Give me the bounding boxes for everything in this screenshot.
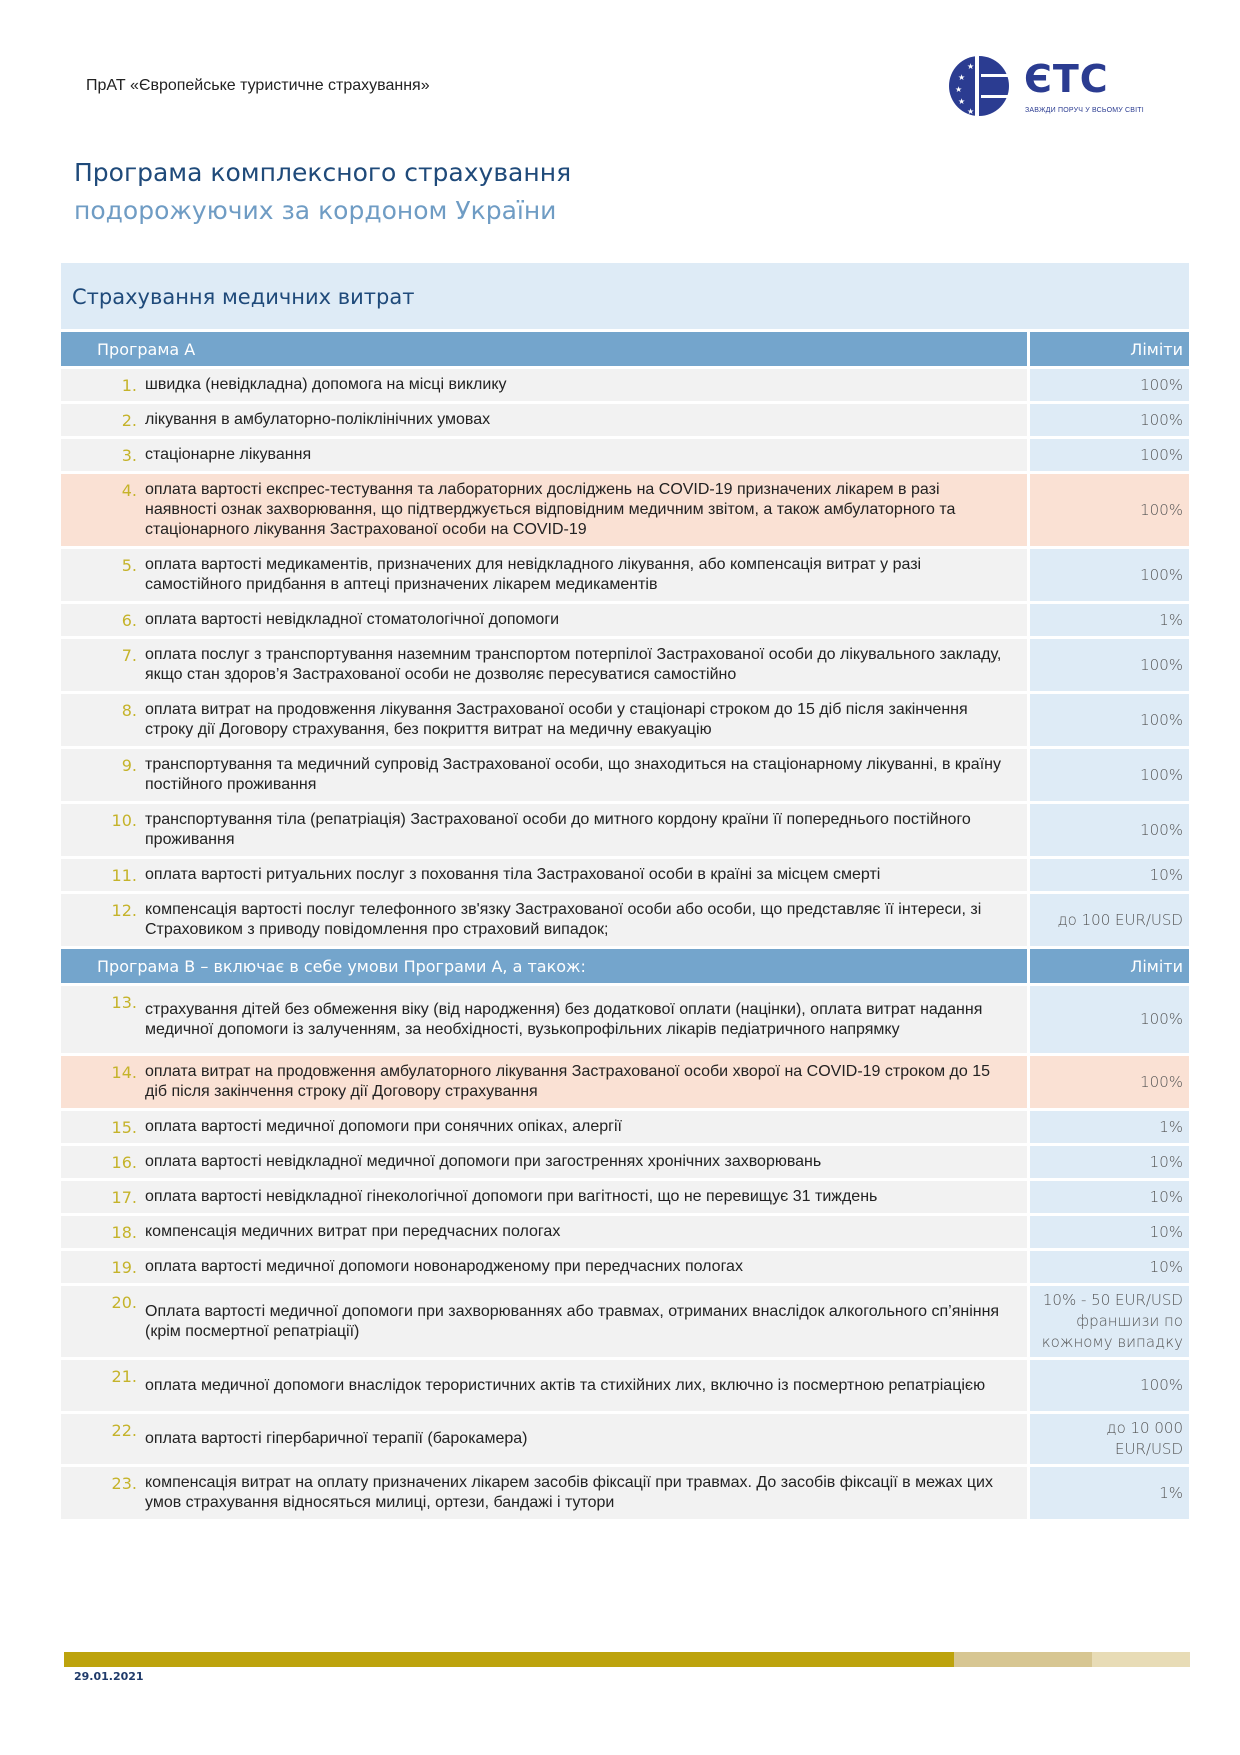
item-text: оплата витрат на продовження лікування Застрахованої особи у стаціонарі строком до 15 діб після закінчення строку дії Договору страхування, без покриття витрат на медичну евакуацію bbox=[145, 701, 968, 738]
table-row bbox=[61, 804, 1189, 859]
item-text: оплата вартості гіпербаричної терапії (барокамера) bbox=[145, 1430, 528, 1447]
footer-bar-mid bbox=[954, 1652, 1092, 1667]
table-row bbox=[61, 1216, 1189, 1251]
item-cell bbox=[61, 894, 1027, 946]
item-cell bbox=[61, 1414, 1027, 1464]
svg-text:★: ★ bbox=[958, 97, 966, 106]
table-row bbox=[61, 474, 1189, 549]
table-row bbox=[61, 639, 1189, 694]
item-text: оплата вартості медикаментів, призначених для невідкладного лікування, або компенсація витрат у разі самостійного придбання в аптеці призначених лікарем медикаментів bbox=[145, 556, 922, 593]
item-text: стаціонарне лікування bbox=[145, 446, 312, 463]
item-limit: 100% bbox=[1030, 694, 1189, 746]
program-a-header bbox=[61, 332, 1189, 369]
item-limit: 100% bbox=[1030, 369, 1189, 401]
limits-header: Ліміти bbox=[1030, 949, 1189, 983]
table-row bbox=[61, 404, 1189, 439]
table-row bbox=[61, 1414, 1189, 1467]
item-number: 1. bbox=[121, 376, 137, 395]
item-limit: 10% - 50 EUR/USD франшизи по кожному випадку bbox=[1030, 1286, 1189, 1357]
footer-date: 29.01.2021 bbox=[74, 1670, 144, 1683]
item-text: оплата вартості медичної допомоги новонародженому при передчасних пологах bbox=[145, 1258, 743, 1275]
item-cell bbox=[61, 549, 1027, 601]
footer-bar-main bbox=[64, 1652, 954, 1667]
item-number: 19. bbox=[111, 1258, 137, 1277]
item-limit: 100% bbox=[1030, 639, 1189, 691]
program-a-title: Програма А bbox=[61, 332, 1027, 366]
logo-text: ЄТС bbox=[1024, 57, 1109, 101]
item-cell bbox=[61, 439, 1027, 471]
item-limit: 100% bbox=[1030, 804, 1189, 856]
item-text: оплата вартості невідкладної гінекологічної допомоги при вагітності, що не перевищує 31 тиждень bbox=[145, 1188, 878, 1205]
table-row bbox=[61, 986, 1189, 1056]
section-title: Страхування медичних витрат bbox=[72, 285, 415, 309]
item-limit: 100% bbox=[1030, 986, 1189, 1053]
item-text: оплата вартості експрес-тестування та лабораторних досліджень на COVID-19 призначених лікарем в разі наявності ознак захворювання, що підтверджується відповідним медичним звітом, а також амбулаторного та стаціонарного лікування Застрахованої особи на COVID-19 bbox=[145, 481, 956, 538]
item-number: 21. bbox=[111, 1367, 137, 1386]
item-number: 2. bbox=[121, 411, 137, 430]
item-number: 15. bbox=[111, 1118, 137, 1137]
program-b-title: Програма В – включає в себе умови Програми А, а також: bbox=[61, 949, 1027, 983]
item-limit: 100% bbox=[1030, 1056, 1189, 1108]
item-limit: 1% bbox=[1030, 604, 1189, 636]
table-row bbox=[61, 1111, 1189, 1146]
svg-text:★: ★ bbox=[967, 62, 975, 71]
item-limit: 10% bbox=[1030, 1181, 1189, 1213]
item-number: 17. bbox=[111, 1188, 137, 1207]
item-number: 7. bbox=[121, 646, 137, 665]
table-row bbox=[61, 1181, 1189, 1216]
item-text: компенсація вартості послуг телефонного зв'язку Застрахованої особи або особи, що представляє її інтереси, зі Страховиком з приводу повідомлення про страховий випадок; bbox=[145, 901, 982, 938]
item-limit: 100% bbox=[1030, 749, 1189, 801]
item-limit: 100% bbox=[1030, 439, 1189, 471]
footer-bar-end bbox=[1092, 1652, 1190, 1667]
item-cell bbox=[61, 1111, 1027, 1143]
limits-header: Ліміти bbox=[1030, 332, 1189, 366]
table-row bbox=[61, 369, 1189, 404]
item-text: оплата вартості невідкладної медичної допомоги при загостреннях хронічних захворювань bbox=[145, 1153, 822, 1170]
item-number: 8. bbox=[121, 701, 137, 720]
item-number: 5. bbox=[121, 556, 137, 575]
item-cell bbox=[61, 859, 1027, 891]
item-text: компенсація витрат на оплату призначених лікарем засобів фіксації при травмах. До засобів фіксації в межах цих умов страхування відносяться милиці, ортези, бандажі і тутори bbox=[145, 1474, 993, 1511]
item-text: швидка (невідкладна) допомога на місці виклику bbox=[145, 376, 507, 393]
item-limit: до 10 000 EUR/USD bbox=[1030, 1414, 1189, 1464]
table-row bbox=[61, 604, 1189, 639]
item-cell bbox=[61, 369, 1027, 401]
logo-globe-icon bbox=[948, 55, 1010, 117]
item-cell bbox=[61, 404, 1027, 436]
item-number: 10. bbox=[111, 811, 137, 830]
item-text: лікування в амбулаторно-поліклінічних умовах bbox=[145, 411, 491, 428]
item-limit: 1% bbox=[1030, 1111, 1189, 1143]
item-number: 11. bbox=[111, 866, 137, 885]
item-number: 16. bbox=[111, 1153, 137, 1172]
item-text: оплата витрат на продовження амбулаторного лікування Застрахованої особи хворої на COVID-19 строком до 15 діб після закінчення строку дії Договору страхування bbox=[145, 1063, 991, 1100]
table-row bbox=[61, 894, 1189, 949]
section-header bbox=[61, 263, 1189, 329]
item-cell bbox=[61, 639, 1027, 691]
item-cell bbox=[61, 1467, 1027, 1519]
item-text: транспортування та медичний супровід Застрахованої особи, що знаходиться на стаціонарному лікуванні, в країну постійного проживання bbox=[145, 756, 1001, 793]
item-limit: до 100 EUR/USD bbox=[1030, 894, 1189, 946]
item-number: 12. bbox=[111, 901, 137, 920]
item-cell bbox=[61, 749, 1027, 801]
item-limit: 100% bbox=[1030, 404, 1189, 436]
table-row bbox=[61, 1056, 1189, 1111]
table-row bbox=[61, 1467, 1189, 1522]
item-text: Оплата вартості медичної допомоги при захворюваннях або травмах, отриманих внаслідок алкогольного сп’яніння (крім посмертної репатріації) bbox=[145, 1302, 1000, 1340]
program-a-rows bbox=[61, 369, 1189, 949]
item-cell bbox=[61, 1251, 1027, 1283]
item-number: 3. bbox=[121, 446, 137, 465]
item-number: 23. bbox=[111, 1474, 137, 1493]
item-text: оплата вартості медичної допомоги при сонячних опіках, алергії bbox=[145, 1118, 622, 1135]
program-b-header bbox=[61, 949, 1189, 986]
table-row bbox=[61, 439, 1189, 474]
item-cell bbox=[61, 1181, 1027, 1213]
item-limit: 10% bbox=[1030, 1216, 1189, 1248]
item-limit: 1% bbox=[1030, 1467, 1189, 1519]
table-row bbox=[61, 1360, 1189, 1414]
table-row bbox=[61, 859, 1189, 894]
item-number: 14. bbox=[111, 1063, 137, 1082]
page-title-line2: подорожуючих за кордоном України bbox=[74, 196, 557, 225]
item-number: 22. bbox=[111, 1421, 137, 1440]
table-row bbox=[61, 549, 1189, 604]
table-row bbox=[61, 1286, 1189, 1360]
company-logo bbox=[948, 55, 1148, 125]
item-limit: 100% bbox=[1030, 1360, 1189, 1411]
item-cell bbox=[61, 1286, 1027, 1357]
item-cell bbox=[61, 474, 1027, 546]
item-number: 20. bbox=[111, 1293, 137, 1312]
program-b-rows bbox=[61, 986, 1189, 1522]
item-text: оплата вартості ритуальних послуг з поховання тіла Застрахованої особи в країні за місцем смерті bbox=[145, 866, 881, 883]
item-text: страхування дітей без обмеження віку (від народження) без додаткової оплати (націнки), оплата витрат надання медичної допомоги із залученням, за необхідності, вузькопрофільних лікарів педіатричного напрямку bbox=[145, 1000, 983, 1038]
logo-tagline: ЗАВЖДИ ПОРУЧ У ВСЬОМУ СВІТІ bbox=[1025, 107, 1144, 114]
table-row bbox=[61, 694, 1189, 749]
item-text: оплата вартості невідкладної стоматологічної допомоги bbox=[145, 611, 560, 628]
item-cell bbox=[61, 986, 1027, 1053]
item-text: оплата медичної допомоги внаслідок терористичних актів та стихійних лих, включно із посмертною репатріацією bbox=[145, 1376, 986, 1394]
item-limit: 10% bbox=[1030, 859, 1189, 891]
item-number: 18. bbox=[111, 1223, 137, 1242]
item-number: 6. bbox=[121, 611, 137, 630]
table-row bbox=[61, 1146, 1189, 1181]
item-text: компенсація медичних витрат при передчасних пологах bbox=[145, 1223, 561, 1240]
svg-text:★: ★ bbox=[958, 73, 966, 82]
item-number: 9. bbox=[121, 756, 137, 775]
item-cell bbox=[61, 1216, 1027, 1248]
item-cell bbox=[61, 804, 1027, 856]
item-limit: 10% bbox=[1030, 1146, 1189, 1178]
item-cell bbox=[61, 1360, 1027, 1411]
table-row bbox=[61, 1251, 1189, 1286]
table-row bbox=[61, 749, 1189, 804]
item-limit: 10% bbox=[1030, 1251, 1189, 1283]
svg-text:★: ★ bbox=[955, 85, 963, 94]
item-number: 13. bbox=[111, 993, 137, 1012]
item-number: 4. bbox=[121, 481, 137, 500]
item-text: транспортування тіла (репатріація) Застрахованої особи до митного кордону країни її попереднього постійного проживання bbox=[145, 811, 971, 848]
item-cell bbox=[61, 1146, 1027, 1178]
item-cell bbox=[61, 1056, 1027, 1108]
item-cell bbox=[61, 694, 1027, 746]
item-cell bbox=[61, 604, 1027, 636]
svg-text:★: ★ bbox=[967, 107, 975, 116]
company-name: ПрАТ «Європейське туристичне страхування» bbox=[86, 77, 430, 94]
item-text: оплата послуг з транспортування наземним транспортом потерпілої Застрахованої особи до лікувального закладу, якщо стан здоров’я Застрахованої особи не дозволяє пересуватися самостійно bbox=[145, 646, 1002, 683]
item-limit: 100% bbox=[1030, 474, 1189, 546]
item-limit: 100% bbox=[1030, 549, 1189, 601]
page-title-line1: Програма комплексного страхування bbox=[74, 158, 572, 187]
coverage-table bbox=[61, 332, 1189, 1522]
